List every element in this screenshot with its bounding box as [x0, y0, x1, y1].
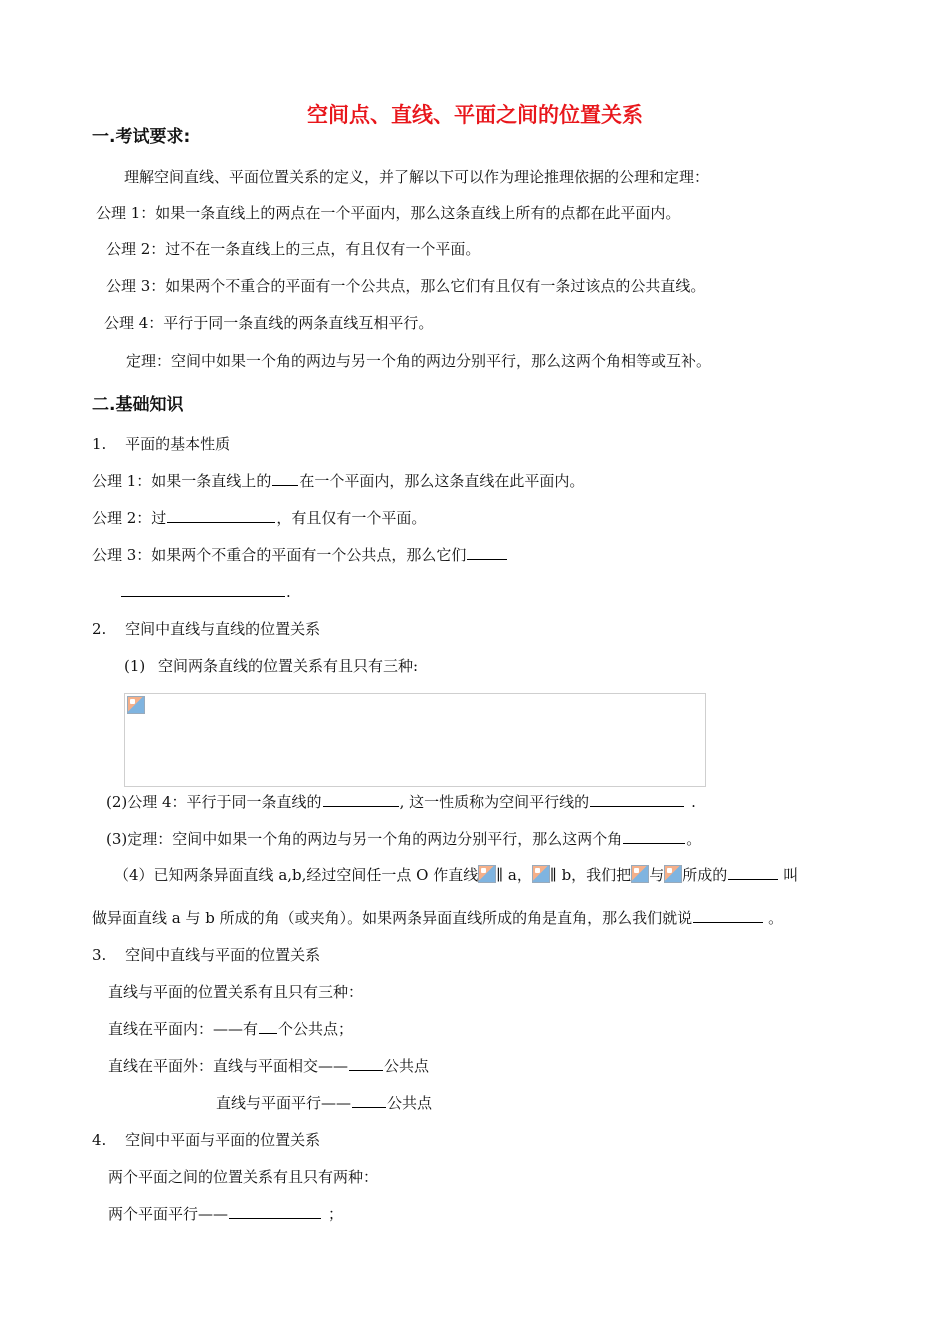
item4-line1: 两个平面之间的位置关系有且只有两种：: [108, 1168, 379, 1186]
axiom2-text: 公理 2：过不在一条直线上的三点，有且仅有一个平面。: [106, 240, 481, 258]
fill-axiom1-post: 在一个平面内，那么这条直线在此平面内。: [299, 472, 585, 490]
diagram-image-placeholder: [124, 693, 706, 787]
fill-axiom3-pre: 公理 3：如果两个不重合的平面有一个公共点，那么它们: [92, 546, 467, 564]
blank-field[interactable]: [693, 907, 763, 923]
blank-field[interactable]: [259, 1018, 277, 1034]
item4-heading: [92, 1129, 320, 1151]
item3-line2-pre: 直线在平面内：——有: [108, 1020, 259, 1038]
item2-sub3: [106, 828, 701, 850]
section2-heading: 二.基础知识: [92, 395, 184, 415]
formula-image-icon: [664, 865, 682, 883]
item3-line3-pre: 直线在平面外：直线与平面相交——: [108, 1057, 349, 1075]
sub3-pre: (3)定理：空间中如果一个角的两边与另一个角的两边分别平行，那么这两个角: [106, 830, 623, 848]
item1-title: 平面的基本性质: [125, 435, 231, 453]
item3-line4-post: 公共点: [387, 1094, 433, 1112]
item4-line2: [108, 1203, 343, 1225]
item2-sub1: [124, 655, 418, 677]
item1-heading: [92, 433, 230, 455]
blank-field[interactable]: [229, 1203, 321, 1219]
sub1-text: 空间两条直线的位置关系有且只有三种:: [158, 657, 419, 675]
sub4-part-a: （4）已知两条异面直线 a,b,经过空间任一点 O 作直线: [114, 866, 479, 884]
blank-field[interactable]: [467, 544, 507, 560]
item3-line3-post: 公共点: [384, 1057, 430, 1075]
item3-number: 3.: [92, 946, 107, 964]
formula-image-icon: [478, 865, 496, 883]
item3-line1: 直线与平面的位置关系有且只有三种：: [108, 983, 364, 1001]
sub4-part-e: 所成的: [682, 866, 728, 884]
sub1-number: (1): [124, 657, 146, 675]
theorem-text: 定理：空间中如果一个角的两边与另一个角的两边分别平行，那么这两个角相等或互补。: [126, 352, 712, 370]
fill-axiom3: [92, 544, 508, 566]
sub4-part-d: 与: [649, 866, 665, 884]
blank-field[interactable]: [349, 1055, 383, 1071]
sub2-mid: , 这一性质称为空间平行线的: [399, 793, 590, 811]
formula-image-icon: [631, 865, 649, 883]
fill-axiom3-cont: [120, 581, 291, 603]
item3-line2: [108, 1018, 353, 1040]
item2-title: 空间中直线与直线的位置关系: [125, 620, 321, 638]
item2-heading: [92, 618, 320, 640]
item2-sub4: [114, 864, 798, 886]
item4-line2-end: ；: [328, 1205, 344, 1223]
sub4-line2-end: 。: [768, 909, 784, 927]
axiom4-text: 公理 4：平行于同一条直线的两条直线互相平行。: [104, 314, 434, 332]
blank-field[interactable]: [323, 791, 399, 807]
blank-field[interactable]: [167, 507, 275, 523]
section1-intro: 理解空间直线、平面位置关系的定义，并了解以下可以作为理论推理依据的公理和定理：: [124, 168, 710, 186]
sub3-end: 。: [686, 830, 702, 848]
item4-line2-pre: 两个平面平行——: [108, 1205, 229, 1223]
sub4-part-f: 叫: [783, 866, 799, 884]
sub4-line2-pre: 做异面直线 a 与 b 所成的角（或夹角）。如果两条异面直线所成的角是直角，那么我们就说: [92, 909, 693, 927]
blank-field[interactable]: [121, 581, 285, 597]
fill-axiom1-pre: 公理 1：如果一条直线上的: [92, 472, 272, 490]
item3-line2-post: 个公共点；: [278, 1020, 354, 1038]
section1-heading: 一.考试要求:: [92, 127, 191, 147]
item3-line4: [216, 1092, 432, 1114]
fill-axiom2: [92, 507, 426, 529]
item3-line3: [108, 1055, 429, 1077]
item1-number: 1.: [92, 435, 107, 453]
blank-field[interactable]: [728, 864, 778, 880]
sub2-pre: (2)公理 4：平行于同一条直线的: [106, 793, 322, 811]
sub4-part-b: ∥ a，: [496, 866, 532, 884]
fill-axiom3-end: .: [286, 583, 291, 601]
fill-axiom1: [92, 470, 584, 492]
blank-field[interactable]: [272, 470, 298, 486]
item4-number: 4.: [92, 1131, 107, 1149]
blank-field[interactable]: [590, 791, 684, 807]
item2-number: 2.: [92, 620, 107, 638]
item3-heading: [92, 944, 320, 966]
fill-axiom2-post: ，有且仅有一个平面。: [276, 509, 427, 527]
formula-image-icon: [532, 865, 550, 883]
fill-axiom2-pre: 公理 2：过: [92, 509, 167, 527]
sub4-part-c: ∥ b，我们把: [549, 866, 632, 884]
item3-line4-pre: 直线与平面平行——: [216, 1094, 352, 1112]
page-title: 空间点、直线、平面之间的位置关系: [307, 103, 643, 127]
blank-field[interactable]: [623, 828, 685, 844]
axiom1-text: 公理 1：如果一条直线上的两点在一个平面内，那么这条直线上所有的点都在此平面内。: [96, 204, 681, 222]
item3-title: 空间中直线与平面的位置关系: [125, 946, 321, 964]
item4-title: 空间中平面与平面的位置关系: [125, 1131, 321, 1149]
broken-image-icon: [127, 696, 145, 714]
item2-sub4-line2: [92, 907, 783, 929]
item2-sub2: [106, 791, 696, 813]
sub2-end: .: [691, 793, 696, 811]
blank-field[interactable]: [352, 1092, 386, 1108]
axiom3-text: 公理 3：如果两个不重合的平面有一个公共点，那么它们有且仅有一条过该点的公共直线。: [106, 277, 706, 295]
